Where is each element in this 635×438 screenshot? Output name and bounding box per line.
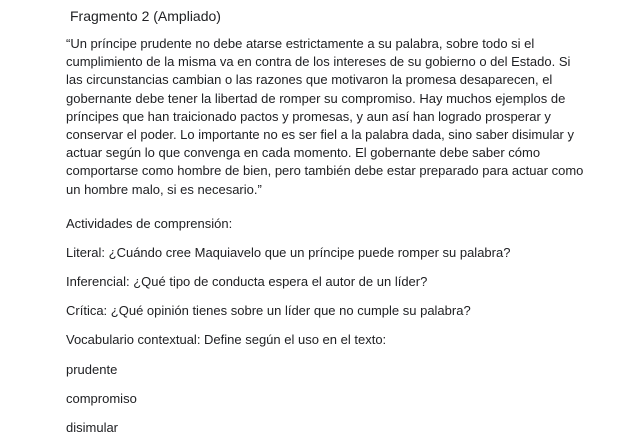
vocabulary-word: disimular bbox=[66, 420, 119, 435]
critical-question: Crítica: ¿Qué opinión tienes sobre un líder que no cumple su palabra? bbox=[66, 303, 471, 318]
quote-line: gobernante debe tener la libertad de romper su compromiso. Hay muchos ejemplos de bbox=[66, 90, 566, 106]
quote-line: actuar según lo que convenga en cada momento. El gobernante debe saber cómo bbox=[66, 145, 541, 161]
quote-line: “Un príncipe prudente no debe atarse estrictamente a su palabra, sobre todo si el bbox=[66, 36, 535, 51]
quote-line: las circunstancias cambian o las razones que motivaron la promesa desaparecen, el bbox=[66, 72, 553, 88]
vocabulary-question: Vocabulario contextual: Define según el uso en el texto: bbox=[66, 332, 387, 347]
inferential-question: Inferencial: ¿Qué tipo de conducta espera el autor de un líder? bbox=[66, 274, 428, 289]
quote-line: comportarse como hombre de bien, pero también debe estar preparado para actuar como bbox=[66, 163, 584, 179]
literal-question: Literal: ¿Cuándo cree Maquiavelo que un príncipe puede romper su palabra? bbox=[66, 245, 511, 260]
quote-line: cumplimiento de la misma va en contra de los intereses de su gobierno o del Estado. Si bbox=[66, 54, 571, 70]
quote-line: conservar el poder. Lo importante no es ser fiel a la palabra dada, sino saber disimular y bbox=[66, 126, 575, 142]
quote-line: príncipes que han traicionado pactos y promesas, y aun así han logrado prosperar y bbox=[66, 108, 551, 124]
quote-paragraph bbox=[66, 35, 632, 199]
activities-heading: Actividades de comprensión: bbox=[66, 216, 233, 231]
vocabulary-word: compromiso bbox=[66, 391, 137, 406]
fragment-title: Fragmento 2 (Ampliado) bbox=[70, 8, 221, 24]
vocabulary-word: prudente bbox=[66, 362, 118, 377]
quote-line: un hombre malo, si es necesario.” bbox=[66, 181, 262, 197]
